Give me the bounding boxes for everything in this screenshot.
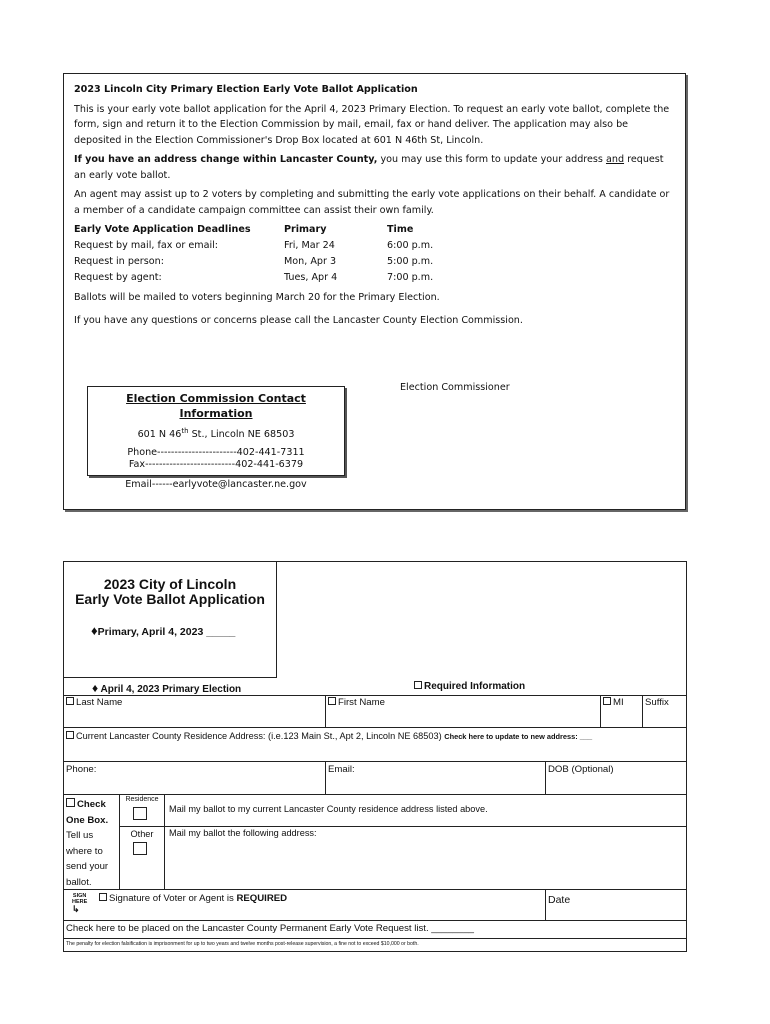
- deadlines-header: Early Vote Application Deadlines: [74, 224, 251, 235]
- address-label: Current Lancaster County Residence Address: (i.e.123 Main St., Apt 2, Lincoln NE 68503): [76, 731, 442, 741]
- form-title-line1: 2023 City of Lincoln: [103, 576, 237, 592]
- checkbox-icon: [328, 697, 336, 705]
- deadlines-table: [74, 222, 675, 286]
- form-title-box: [64, 562, 277, 678]
- address-change-text: you may use this form to update your address: [377, 154, 606, 165]
- phone-field[interactable]: Phone:: [66, 764, 97, 775]
- check-one-line4: where to: [66, 845, 103, 857]
- required-label: [414, 681, 525, 692]
- check-one-line6: ballot.: [66, 876, 92, 888]
- checkbox-icon: [99, 893, 107, 901]
- deadline-date: Fri, Mar 24: [284, 240, 335, 251]
- sign-here-icon: SIGN HERE ↳: [72, 893, 88, 914]
- sign-here-text: SIGN: [72, 893, 87, 899]
- check-one-instructions: [66, 797, 108, 890]
- dob-field[interactable]: DOB (Optional): [548, 764, 614, 775]
- contact-box: [87, 386, 345, 490]
- email-field[interactable]: Email:: [328, 764, 355, 775]
- contact-phone[interactable]: Phone-----------------------402-441-7311: [127, 446, 305, 458]
- deadline-label: Request in person:: [74, 256, 164, 267]
- residence-checkbox[interactable]: [133, 807, 147, 820]
- election-label: [92, 681, 241, 695]
- deadline-date: Tues, Apr 4: [284, 272, 338, 283]
- contact-fax: Fax--------------------------402-441-6379: [128, 459, 304, 471]
- first-name-field[interactable]: [328, 697, 385, 708]
- deadline-label: Request by mail, fax or email:: [74, 240, 219, 251]
- address-street: St., Lincoln NE 68503: [188, 429, 295, 441]
- application-form: [63, 561, 687, 952]
- check-one-line5: send your: [66, 861, 109, 872]
- last-name-label: Last Name: [76, 697, 123, 708]
- form-title-line2: Early Vote Ballot Application: [75, 591, 265, 607]
- mail-following-option: Mail my ballot the following address:: [169, 828, 317, 838]
- contact-title: Election Commission Contact Information: [126, 392, 306, 420]
- address-number: 601 N 46: [137, 429, 182, 441]
- penalty-notice: The penalty for election falsification is imprisonment for up to two years and twelve months post-release supervision, a fine not to exceed $10,000 or both.: [66, 941, 419, 947]
- instructions-panel: [63, 73, 686, 510]
- sign-here-text2: HERE: [72, 899, 88, 905]
- checkbox-icon: [66, 697, 74, 705]
- other-label: Other: [130, 829, 154, 839]
- mi-field[interactable]: [603, 697, 624, 708]
- checkbox-icon: [66, 731, 74, 739]
- check-one-line1: [66, 797, 108, 813]
- checkbox-icon: [414, 681, 422, 689]
- form-title: [64, 577, 276, 607]
- election-label-text: April 4, 2023 Primary Election: [100, 684, 242, 695]
- questions-notice: If you have any questions or concerns please call the Lancaster County Election Commission.: [74, 314, 523, 326]
- signature-field[interactable]: [99, 893, 287, 904]
- check-one-line3: Tell us: [66, 830, 94, 841]
- permanent-list-checkbox[interactable]: Check here to be placed on the Lancaster County Permanent Early Vote Request list. ________: [66, 923, 474, 934]
- contact-address: [88, 424, 344, 443]
- deadline-time: 5:00 p.m.: [387, 256, 434, 267]
- diamond-icon: ♦: [92, 681, 99, 695]
- mailed-notice: Ballots will be mailed to voters beginning March 20 for the Primary Election.: [74, 292, 440, 303]
- address-update-checkbox[interactable]: Check here to update to new address: ___: [444, 732, 593, 741]
- required-label-text: Required Information: [424, 681, 526, 692]
- primary-header: Primary: [284, 224, 327, 235]
- address-change-text-end: request an early vote ballot.: [74, 154, 664, 181]
- contact-email[interactable]: Email------earlyvote@lancaster.ne.gov: [125, 478, 307, 490]
- agent-paragraph: An agent may assist up to 2 voters by completing and submitting the early vote applications on their behalf. A candidate or a member of a candidate campaign committee can assist their own family.: [74, 189, 670, 216]
- alternate-address-input[interactable]: [169, 842, 684, 886]
- deadline-time: 6:00 p.m.: [387, 240, 434, 251]
- address-change-paragraph: [74, 152, 675, 183]
- checkbox-icon: [603, 697, 611, 705]
- diamond-icon: ♦: [91, 623, 98, 638]
- suffix-field[interactable]: Suffix: [645, 697, 669, 708]
- address-change-bold: If you have an address change within Lancaster County,: [74, 154, 378, 165]
- deadline-label: Request by agent:: [74, 272, 162, 283]
- intro-paragraph: This is your early vote ballot application for the April 4, 2023 Primary Election. To request an early vote ballot, complete the form, sign and return it to the Election Commission by mail, email, fax or hand deliver. The application may also be deposited in the Election Commissioner's Drop Box located at 601 N 46th St, Lincoln.: [74, 103, 670, 146]
- address-sup: th: [181, 427, 189, 435]
- first-name-label: First Name: [338, 697, 385, 708]
- last-name-field[interactable]: [66, 697, 122, 708]
- other-checkbox[interactable]: [133, 842, 147, 855]
- commissioner-label: Election Commissioner: [400, 382, 510, 393]
- office-use-area: [277, 562, 686, 678]
- time-header: Time: [387, 224, 414, 235]
- mail-residence-option: Mail my ballot to my current Lancaster County residence address listed above.: [169, 804, 488, 814]
- signature-label: Signature of Voter or Agent is: [109, 893, 237, 904]
- deadline-date: Mon, Apr 3: [284, 256, 337, 267]
- instructions-title: 2023 Lincoln City Primary Election Early Vote Ballot Application: [74, 84, 418, 95]
- primary-date[interactable]: Primary, April 4, 2023 _____: [97, 626, 236, 638]
- residence-label: Residence: [125, 796, 159, 803]
- address-field[interactable]: [66, 731, 592, 741]
- check-one-line2: One Box.: [66, 814, 109, 826]
- date-field[interactable]: Date: [548, 894, 571, 906]
- address-change-and: and: [605, 154, 625, 165]
- signature-required: REQUIRED: [236, 893, 288, 904]
- check-one-text: Check: [77, 799, 106, 810]
- primary-line: [91, 623, 235, 638]
- mi-label: MI: [613, 697, 624, 708]
- deadline-time: 7:00 p.m.: [387, 272, 434, 283]
- checkbox-icon: [66, 798, 75, 807]
